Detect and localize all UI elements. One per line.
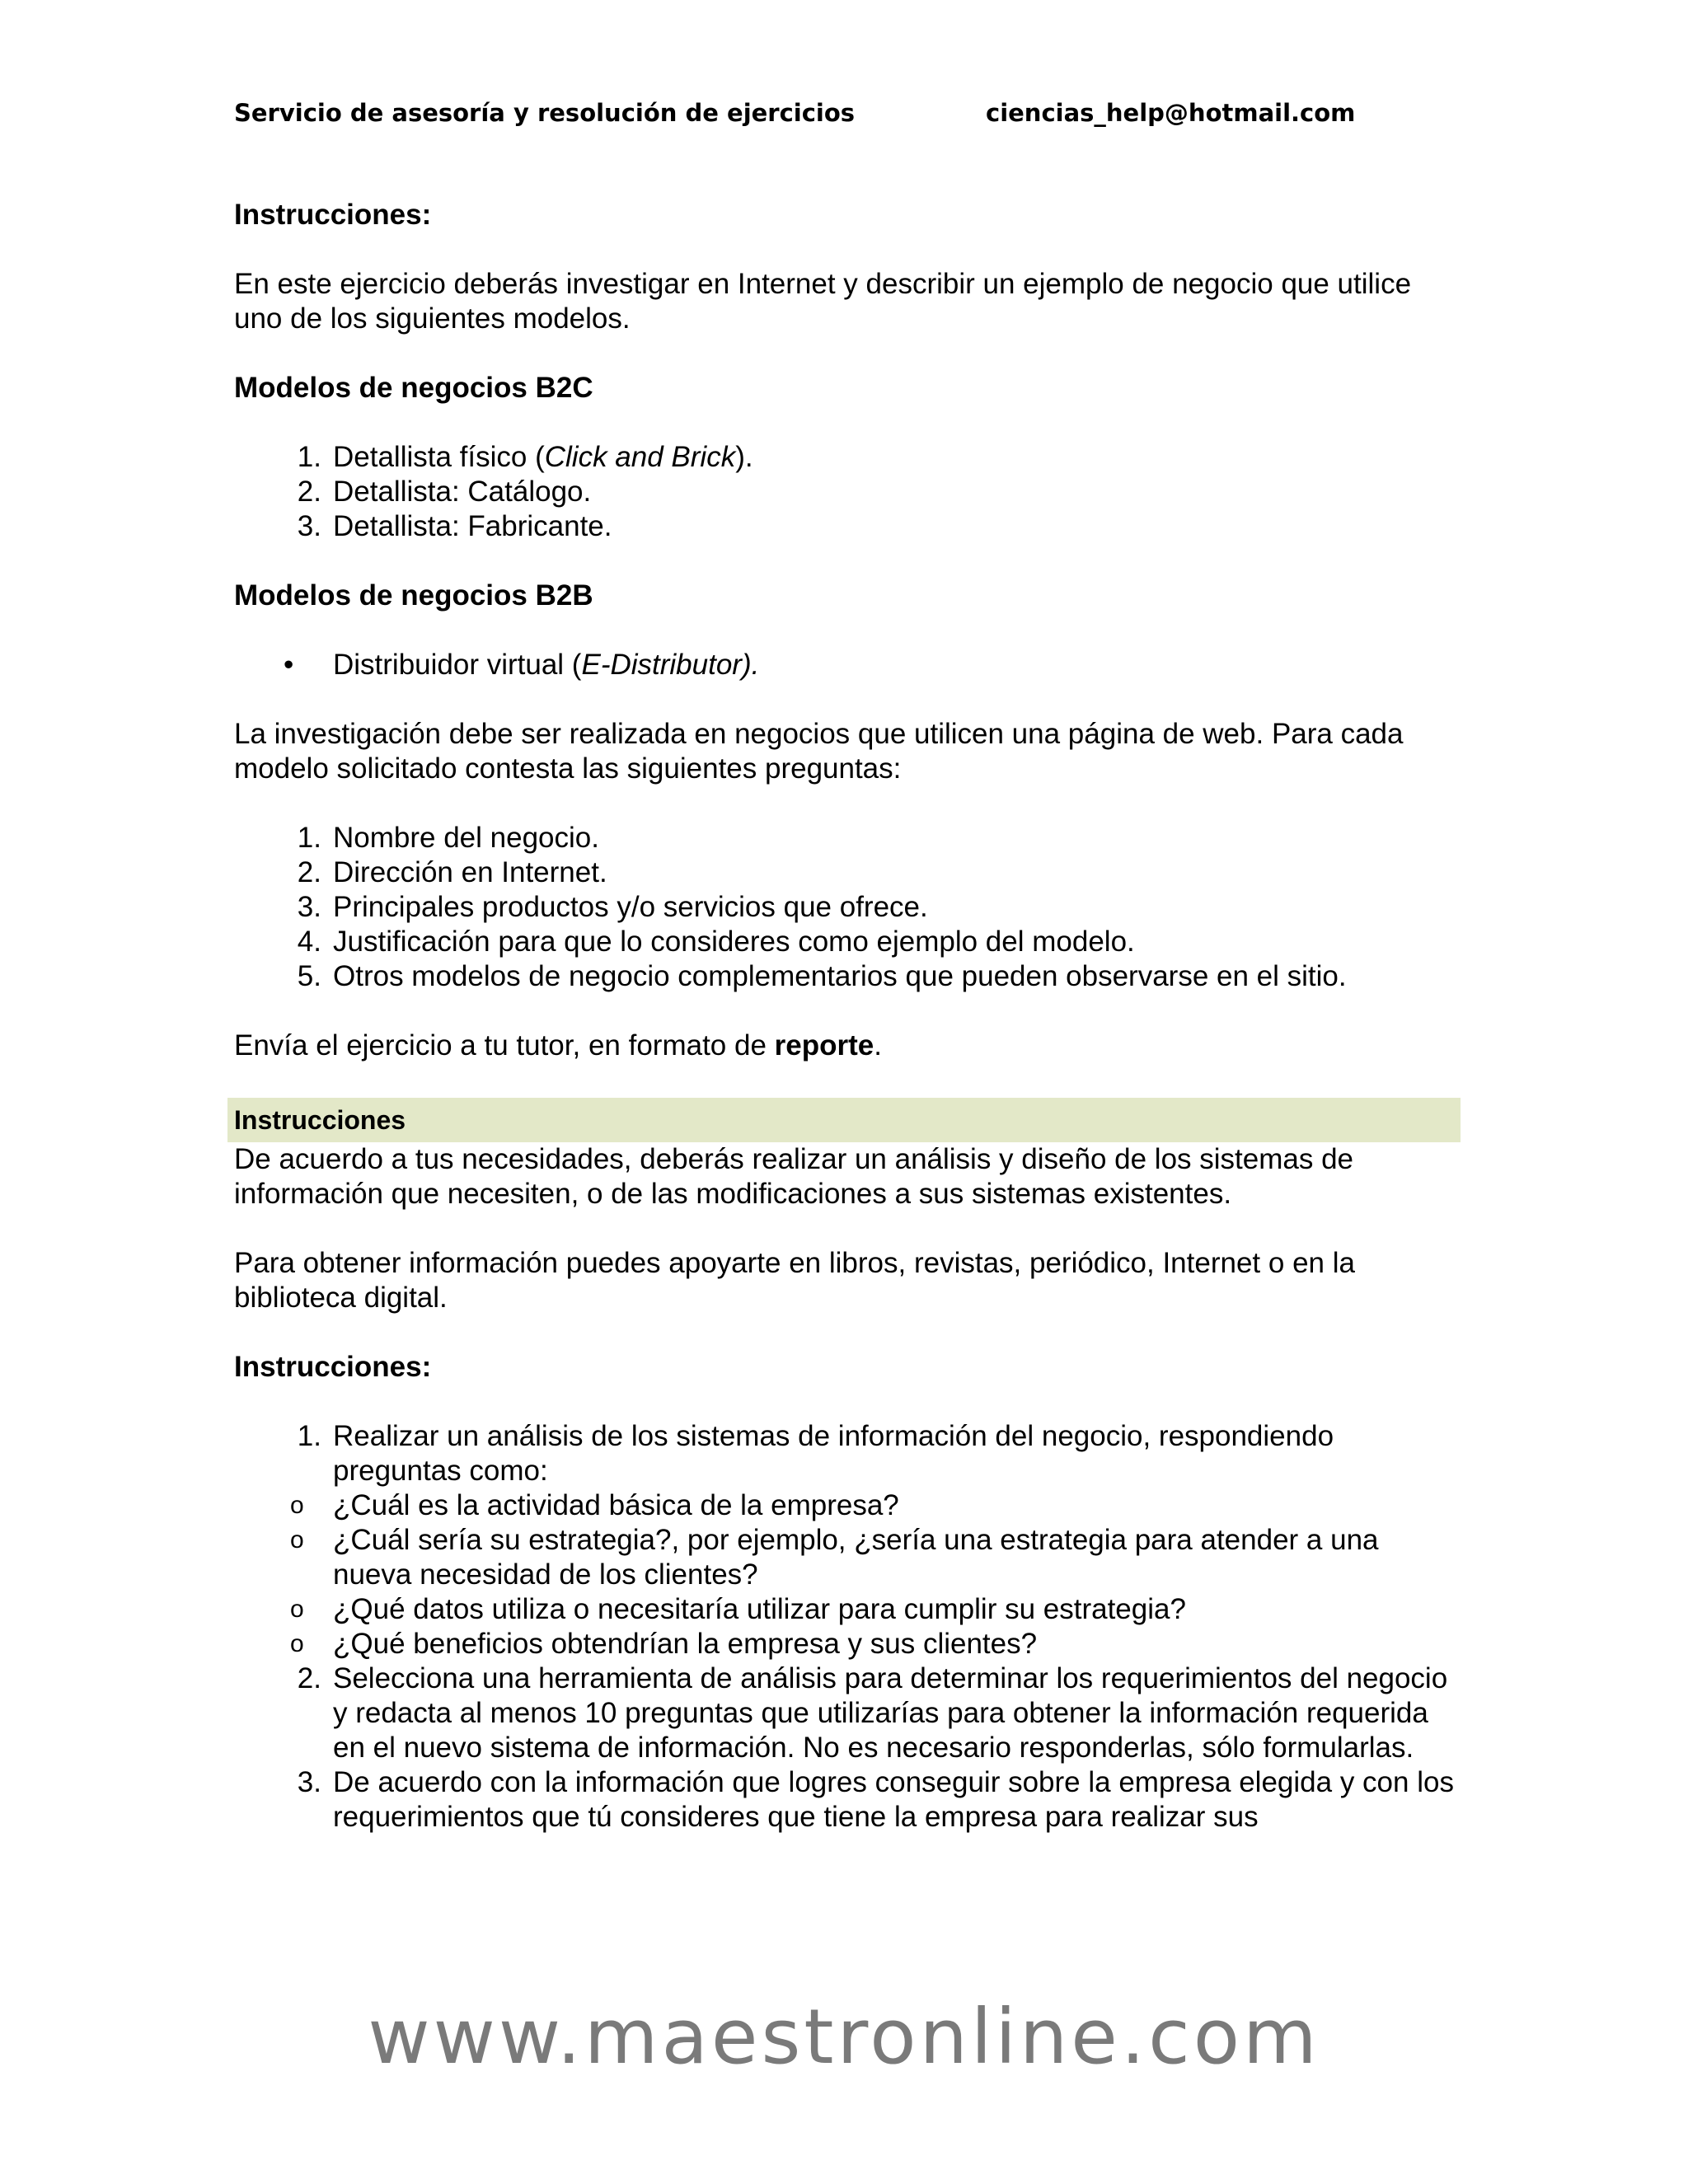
list-item: 1 . Detallista físico (Click and Brick). bbox=[234, 440, 1454, 475]
list-item: o ¿Qué beneficios obtendrían la empresa y sus clientes? bbox=[290, 1628, 1038, 1660]
section1-heading: Instrucciones: bbox=[234, 199, 432, 231]
bullet-icon: • bbox=[284, 649, 294, 681]
list-item: 2 . Dirección en Internet. bbox=[234, 855, 1454, 890]
analysis-steps-list bbox=[234, 1419, 1454, 1835]
document-body bbox=[234, 198, 1454, 1835]
b2c-heading: Modelos de negocios B2C bbox=[234, 372, 593, 404]
section2-p2: Para obtener información puedes apoyarte en libros, revistas, periódico, Internet o en la biblioteca digital. bbox=[234, 1247, 1355, 1314]
send-instruction: Envía el ejercicio a tu tutor, en formato de reporte. bbox=[234, 1029, 882, 1062]
research-text: La investigación debe ser realizada en negocios que utilicen una página de web. Para cada modelo solicitado contesta las siguientes preguntas: bbox=[234, 718, 1404, 785]
list-item: 3 . Principales productos y/o servicios que ofrece. bbox=[234, 890, 1454, 925]
list-item: o ¿Cuál sería su estrategia?, por ejemplo, ¿sería una estrategia para atender a una nueva necesidad de los clientes? bbox=[290, 1524, 1379, 1591]
list-item: 3 . Detallista: Fabricante. bbox=[234, 509, 1454, 544]
list-item: 2 . Selecciona una herramienta de análisis para determinar los requerimientos del negocio y redacta al menos 10 preguntas que utilizarías para obtener la información requerida en el nuevo sistema de información. No es necesario responderlas, sólo formularlas. bbox=[234, 1661, 1454, 1765]
list-item: o ¿Qué datos utiliza o necesitaría utilizar para cumplir su estrategia? bbox=[290, 1593, 1186, 1625]
circle-bullet-icon: o bbox=[290, 1630, 304, 1657]
list-item: 1 . Nombre del negocio. bbox=[234, 821, 1454, 855]
list-item: 3 . De acuerdo con la información que logres conseguir sobre la empresa elegida y con los requerimientos que tú consideres que tiene la empresa para realizar sus bbox=[234, 1765, 1454, 1835]
list-item: 1 . Realizar un análisis de los sistemas de información del negocio, respondiendo preguntas como: o ¿Cuál es la actividad básica de la empresa? o ¿Cuál sería su estrategia?, por ejemplo, ¿sería una estrategia para atender a una nueva necesidad de los clientes? o ¿Qué datos utiliza o necesitaría utilizar para cumplir su estrategia? o ¿Qué beneficios obtendrían la empresa y sus clientes? bbox=[234, 1419, 1454, 1661]
b2b-list bbox=[234, 648, 1454, 682]
b2b-heading: Modelos de negocios B2B bbox=[234, 579, 593, 612]
header-service-text: Servicio de asesoría y resolución de ejercicios bbox=[234, 99, 856, 127]
questions-list bbox=[234, 821, 1454, 994]
list-item: • Distribuidor virtual (E-Distributor). bbox=[284, 649, 760, 681]
circle-bullet-icon: o bbox=[290, 1492, 304, 1519]
header-email: ciencias_help@hotmail.com bbox=[986, 99, 1356, 127]
list-item: 5 . Otros modelos de negocio complementarios que pueden observarse en el sitio. bbox=[234, 959, 1454, 994]
sub-question-list bbox=[234, 1488, 1454, 1661]
footer-website: www.maestronline.com bbox=[368, 1993, 1320, 2081]
circle-bullet-icon: o bbox=[290, 1596, 304, 1623]
section2-p1: De acuerdo a tus necesidades, deberás realizar un análisis y diseño de los sistemas de información que necesiten, o de las modificaciones a sus sistemas existentes. bbox=[234, 1143, 1353, 1210]
section2-heading: Instrucciones: bbox=[234, 1351, 432, 1383]
b2c-list bbox=[234, 440, 1454, 544]
instructions-band-heading: Instrucciones bbox=[227, 1098, 1461, 1142]
section1-intro: En este ejercicio deberás investigar en Internet y describir un ejemplo de negocio que utilice uno de los siguientes modelos. bbox=[234, 268, 1412, 335]
list-item: 2 . Detallista: Catálogo. bbox=[234, 475, 1454, 509]
circle-bullet-icon: o bbox=[290, 1526, 304, 1554]
list-item: 4 . Justificación para que lo consideres como ejemplo del modelo. bbox=[234, 925, 1454, 959]
list-item: o ¿Cuál es la actividad básica de la empresa? bbox=[290, 1489, 899, 1521]
